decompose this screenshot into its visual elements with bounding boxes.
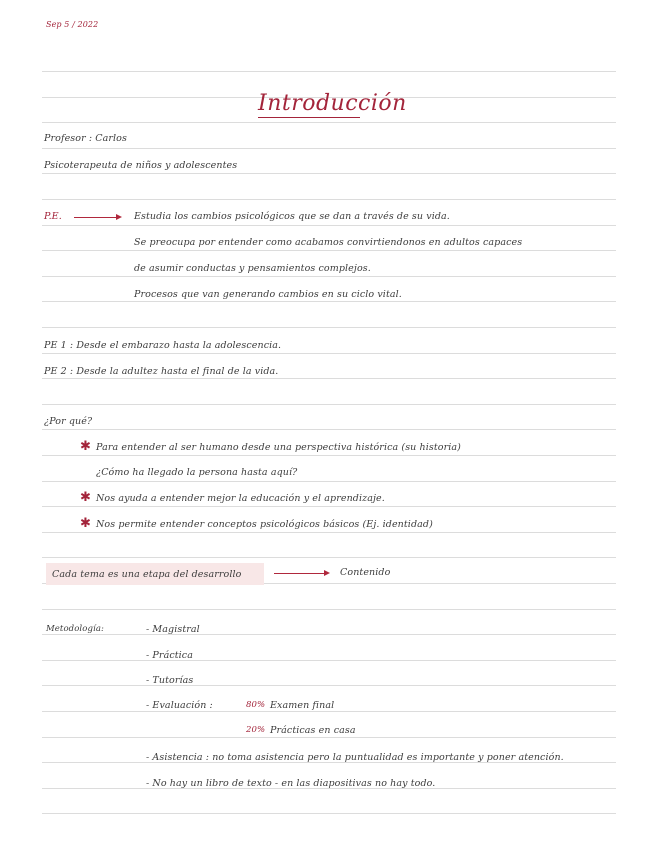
arrow-icon (274, 573, 326, 574)
why-item: ¿Cómo ha llegado la persona hasta aquí? (96, 467, 298, 478)
ruled-line (42, 634, 616, 635)
page-title: Introducción (258, 91, 407, 116)
stage-note: Cada tema es una etapa del desarrollo (52, 569, 242, 580)
ruled-line (42, 225, 616, 226)
arrow-icon (74, 217, 118, 218)
evaluacion-percent: 20% (246, 725, 266, 735)
evaluacion-text: Examen final (270, 700, 335, 711)
ruled-line (42, 711, 616, 712)
why-item: Nos permite entender conceptos psicológicos básicos (Ej. identidad) (96, 519, 433, 530)
evaluacion-percent: 80% (246, 700, 266, 710)
metodologia-item: - Tutorías (146, 675, 194, 686)
metodologia-label: Metodología: (46, 624, 104, 634)
metodologia-item: - Evaluación : (146, 700, 213, 711)
pe-line: Estudia los cambios psicológicos que se dan a través de su vida. (134, 211, 450, 222)
ruled-line (42, 404, 616, 405)
ruled-line (42, 173, 616, 174)
why-item: Nos ayuda a entender mejor la educación y el aprendizaje. (96, 493, 385, 504)
why-heading: ¿Por qué? (44, 416, 93, 427)
ruled-line (42, 609, 616, 610)
ruled-line (42, 148, 616, 149)
subject-line: Psicoterapeuta de niños y adolescentes (44, 160, 238, 171)
ruled-line (42, 122, 616, 123)
ruled-line (42, 557, 616, 558)
pe-line: Procesos que van generando cambios en su ciclo vital. (134, 289, 402, 300)
ruled-line (42, 813, 616, 814)
profesor-line: Profesor : Carlos (44, 133, 127, 144)
why-item: Para entender al ser humano desde una perspectiva histórica (su historia) (96, 442, 461, 453)
pe-stage-1: PE 1 : Desde el embarazo hasta la adolescencia. (44, 340, 282, 351)
date: Sep 5 / 2022 (46, 20, 99, 29)
title-underline (258, 117, 360, 118)
ruled-line (42, 199, 616, 200)
evaluacion-text: Prácticas en casa (270, 725, 356, 736)
ruled-line (42, 481, 616, 482)
asterisk-icon: ✱ (80, 516, 91, 531)
pe-line: Se preocupa por entender como acabamos convirtiendonos en adultos capaces (134, 237, 523, 248)
ruled-line (42, 532, 616, 533)
ruled-line (42, 353, 616, 354)
pe-stage-2: PE 2 : Desde la adultez hasta el final de la vida. (44, 366, 279, 377)
metodologia-item: - Magistral (146, 624, 200, 635)
ruled-line (42, 660, 616, 661)
pe-line: de asumir conductas y pensamientos complejos. (134, 263, 371, 274)
ruled-line (42, 737, 616, 738)
asterisk-icon: ✱ (80, 490, 91, 505)
metodologia-item: - Asistencia : no toma asistencia pero la puntualidad es importante y poner atención. (146, 752, 564, 763)
ruled-line (42, 250, 616, 251)
ruled-line (42, 429, 616, 430)
ruled-line (42, 455, 616, 456)
ruled-line (42, 71, 616, 72)
stage-note-target: Contenido (340, 567, 391, 578)
metodologia-item: - No hay un libro de texto - en las diapositivas no hay todo. (146, 778, 436, 789)
ruled-line (42, 506, 616, 507)
metodologia-item: - Práctica (146, 650, 193, 661)
ruled-line (42, 378, 616, 379)
pe-label: P.E. (44, 211, 62, 222)
ruled-line (42, 301, 616, 302)
asterisk-icon: ✱ (80, 439, 91, 454)
ruled-line (42, 327, 616, 328)
ruled-line (42, 276, 616, 277)
ruled-line (42, 685, 616, 686)
